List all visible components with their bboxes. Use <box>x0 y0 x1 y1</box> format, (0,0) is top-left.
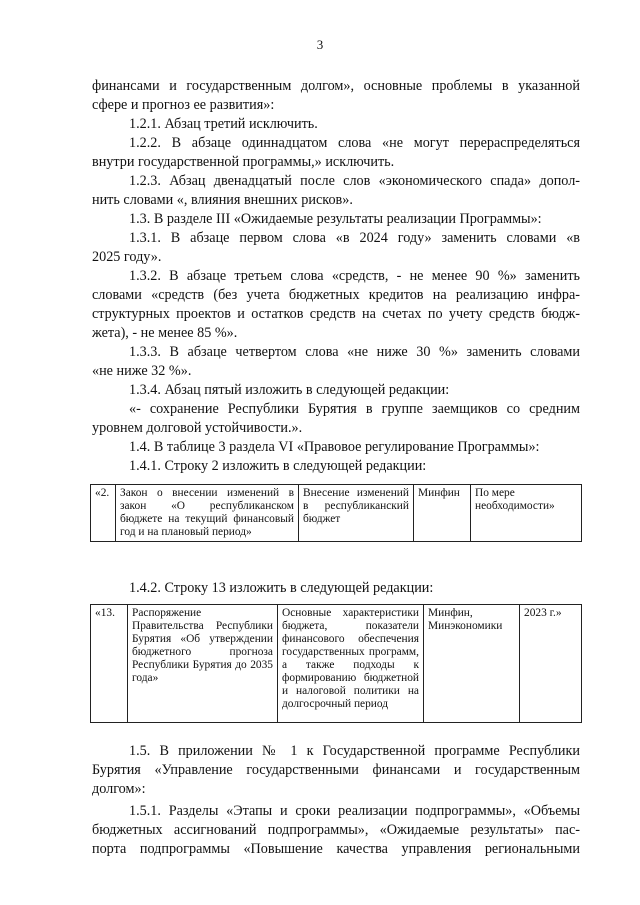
paragraph-line: жета), - не менее 85 %». <box>92 325 238 341</box>
paragraph-line: «не ниже 32 %». <box>92 363 192 379</box>
paragraph-line: 1.4. В таблице 3 раздела VI «Правовое регулирование Программы»: <box>129 439 540 455</box>
document-cell: Распоряжение Правительства Республики Бурятия «Об утверждении бюджетного прогноза Республики Бурятия до 2035 года» <box>128 605 278 723</box>
paragraph-line: 1.2.2. В абзаце одиннадцатом слова «не могут перераспределяться <box>129 135 580 151</box>
paragraph-line: структурных проектов и остатков средств на счетах по учету средств бюдж- <box>92 306 580 322</box>
paragraph-line: финансами и государственным долгом», основные проблемы в указанной <box>92 78 580 94</box>
paragraph-line: долгом»: <box>92 781 146 797</box>
paragraph-line: сфере и прогноз ее развития»: <box>92 97 275 113</box>
paragraph-line: внутри государственной программы,» исключить. <box>92 154 395 170</box>
paragraph-line: 1.3.1. В абзаце первом слова «в 2024 году» заменить словами «в <box>129 230 580 246</box>
paragraph-line: Бурятия «Управление государственными финансами и государственным <box>92 762 580 778</box>
content-cell: Основные характеристики бюджета, показатели финансового обеспечения государственных программ, а также подходы к формированию бюджетной и налоговой политики на долгосрочный период <box>278 605 424 723</box>
table-row-13 <box>90 604 582 723</box>
paragraph-line: «- сохранение Республики Бурятия в группе заемщиков со средним <box>129 401 580 417</box>
executor-cell: Минфин <box>414 485 471 542</box>
paragraph-line: 1.5.1. Разделы «Этапы и сроки реализации подпрограммы», «Объемы <box>129 803 580 819</box>
paragraph-line: 1.3.2. В абзаце третьем слова «средств, - не менее 90 %» заменить <box>129 268 580 284</box>
table-row-2 <box>90 484 582 542</box>
paragraph-line: 1.3. В разделе III «Ожидаемые результаты реализации Программы»: <box>129 211 542 227</box>
row-number-cell: «13. <box>91 605 128 723</box>
paragraph-line: словами «средств (без учета бюджетных кредитов на реализацию инфра- <box>92 287 580 303</box>
paragraph-line: 1.2.3. Абзац двенадцатый после слов «экономического спада» допол- <box>129 173 580 189</box>
page-number: 3 <box>316 37 324 52</box>
paragraph-line: 1.4.1. Строку 2 изложить в следующей редакции: <box>129 458 427 474</box>
paragraph-line: 1.2.1. Абзац третий исключить. <box>129 116 318 132</box>
paragraph-line: бюджетных ассигнований подпрограммы», «Ожидаемые результаты» пас- <box>92 822 580 838</box>
paragraph-line: 1.3.3. В абзаце четвертом слова «не ниже 30 %» заменить словами <box>129 344 580 360</box>
content-cell: Внесение изменений в республиканский бюджет <box>299 485 414 542</box>
paragraph-line: 1.5. В приложении № 1 к Государственной программе Республики <box>129 743 580 759</box>
paragraph-line: порта подпрограммы «Повышение качества управления региональными <box>92 841 580 857</box>
table-row <box>91 605 582 723</box>
term-cell: 2023 г.» <box>520 605 582 723</box>
paragraph-line: 1.3.4. Абзац пятый изложить в следующей редакции: <box>129 382 450 398</box>
paragraph-line: уровнем долговой устойчивости.». <box>92 420 303 436</box>
row-number-cell: «2. <box>91 485 116 542</box>
document-cell: Закон о внесении изменений в закон «О республиканском бюджете на текущий финансовый год и на плановый период» <box>116 485 299 542</box>
executor-cell: Минфин, Минэкономики <box>424 605 520 723</box>
term-cell: По мере необходимости» <box>471 485 582 542</box>
paragraph-line: 2025 году». <box>92 249 162 265</box>
table-row <box>91 485 582 542</box>
paragraph-line: 1.4.2. Строку 13 изложить в следующей редакции: <box>129 580 434 596</box>
paragraph-line: нить словами «, влияния внешних рисков». <box>92 192 353 208</box>
